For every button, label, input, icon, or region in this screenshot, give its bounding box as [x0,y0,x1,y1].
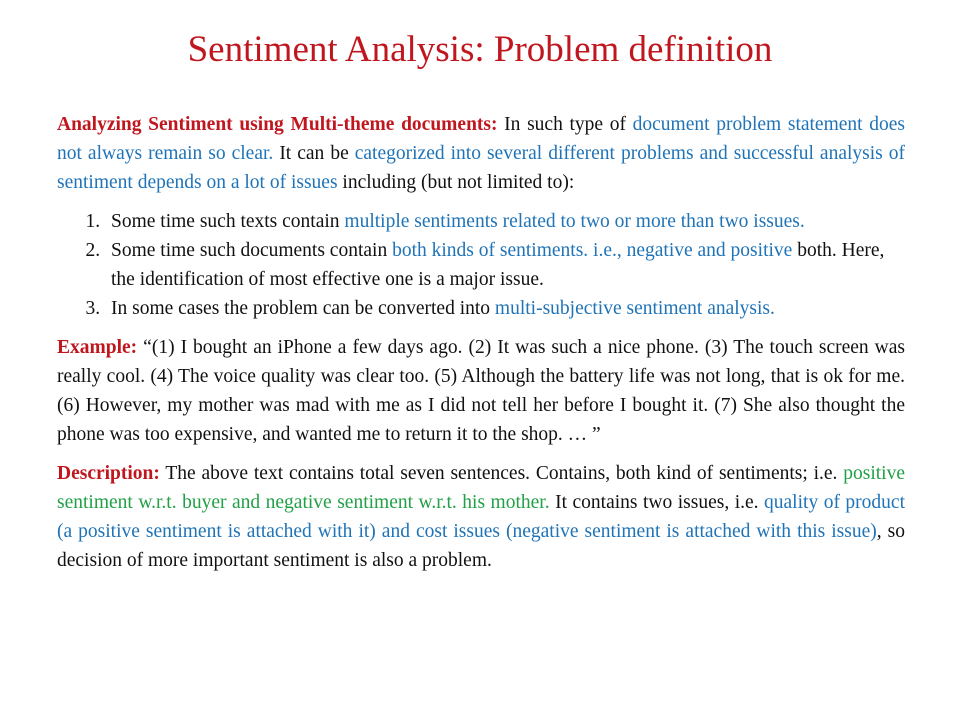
intro-text-1: In such type of [497,114,633,135]
description-text-3: , so decision of more important sentiment is also a problem. [57,521,905,571]
issues-list [57,207,905,323]
intro-text-3: including (but not limited to): [337,172,575,193]
description-text-2: It contains two issues, i.e. [549,492,765,513]
issue-item-1 [105,207,905,236]
issue-text: Some time such documents contain [111,240,393,261]
issue-highlight: both kinds of sentiments. i.e., negative and positive [392,240,793,261]
intro-text-2: It can be [273,143,355,164]
issue-text: Some time such texts contain [111,211,345,232]
issue-text: In some cases the problem can be converted into [111,298,495,319]
issue-item-3 [105,294,905,323]
example-text: “(1) I bought an iPhone a few days ago. (2) It was such a nice phone. (3) The touch screen was really cool. (4) The voice quality was clear too. (5) Although the battery life was not long, that is ok for me. (6) However, my mother was mad with me as I did not tell her before I bought it. (7) She also thought the phone was too expensive, and wanted me to return it to the shop. … ” [57,337,905,445]
intro-paragraph [57,110,905,197]
description-text-1: The above text contains total seven sentences. Contains, both kind of sentiments; i.e. [159,463,844,484]
intro-highlight-2: categorized into several different problems and successful analysis of sentiment depends on a lot of issues [57,143,905,193]
description-highlight-blue: quality of product (a positive sentiment is attached with it) and cost issues (negative sentiment is attached with this issue) [57,492,905,542]
issue-text-tail: both. Here, the identification of most effective one is a major issue. [111,240,885,290]
intro-lead: Analyzing Sentiment using Multi-theme documents: [57,114,498,135]
description-highlight-green: positive sentiment w.r.t. buyer and negative sentiment w.r.t. his mother. [57,463,905,513]
issue-item-2 [105,236,905,294]
example-paragraph [57,333,905,449]
description-lead: Description: [57,463,160,484]
slide-title: Sentiment Analysis: Problem definition [187,29,773,70]
slide-content [57,110,905,575]
description-paragraph [57,459,905,575]
intro-highlight-1: document problem statement does not always remain so clear. [57,114,905,164]
issue-highlight: multiple sentiments related to two or more than two issues. [344,211,805,232]
example-lead: Example: [57,337,138,358]
issue-highlight: multi-subjective sentiment analysis. [494,298,775,319]
